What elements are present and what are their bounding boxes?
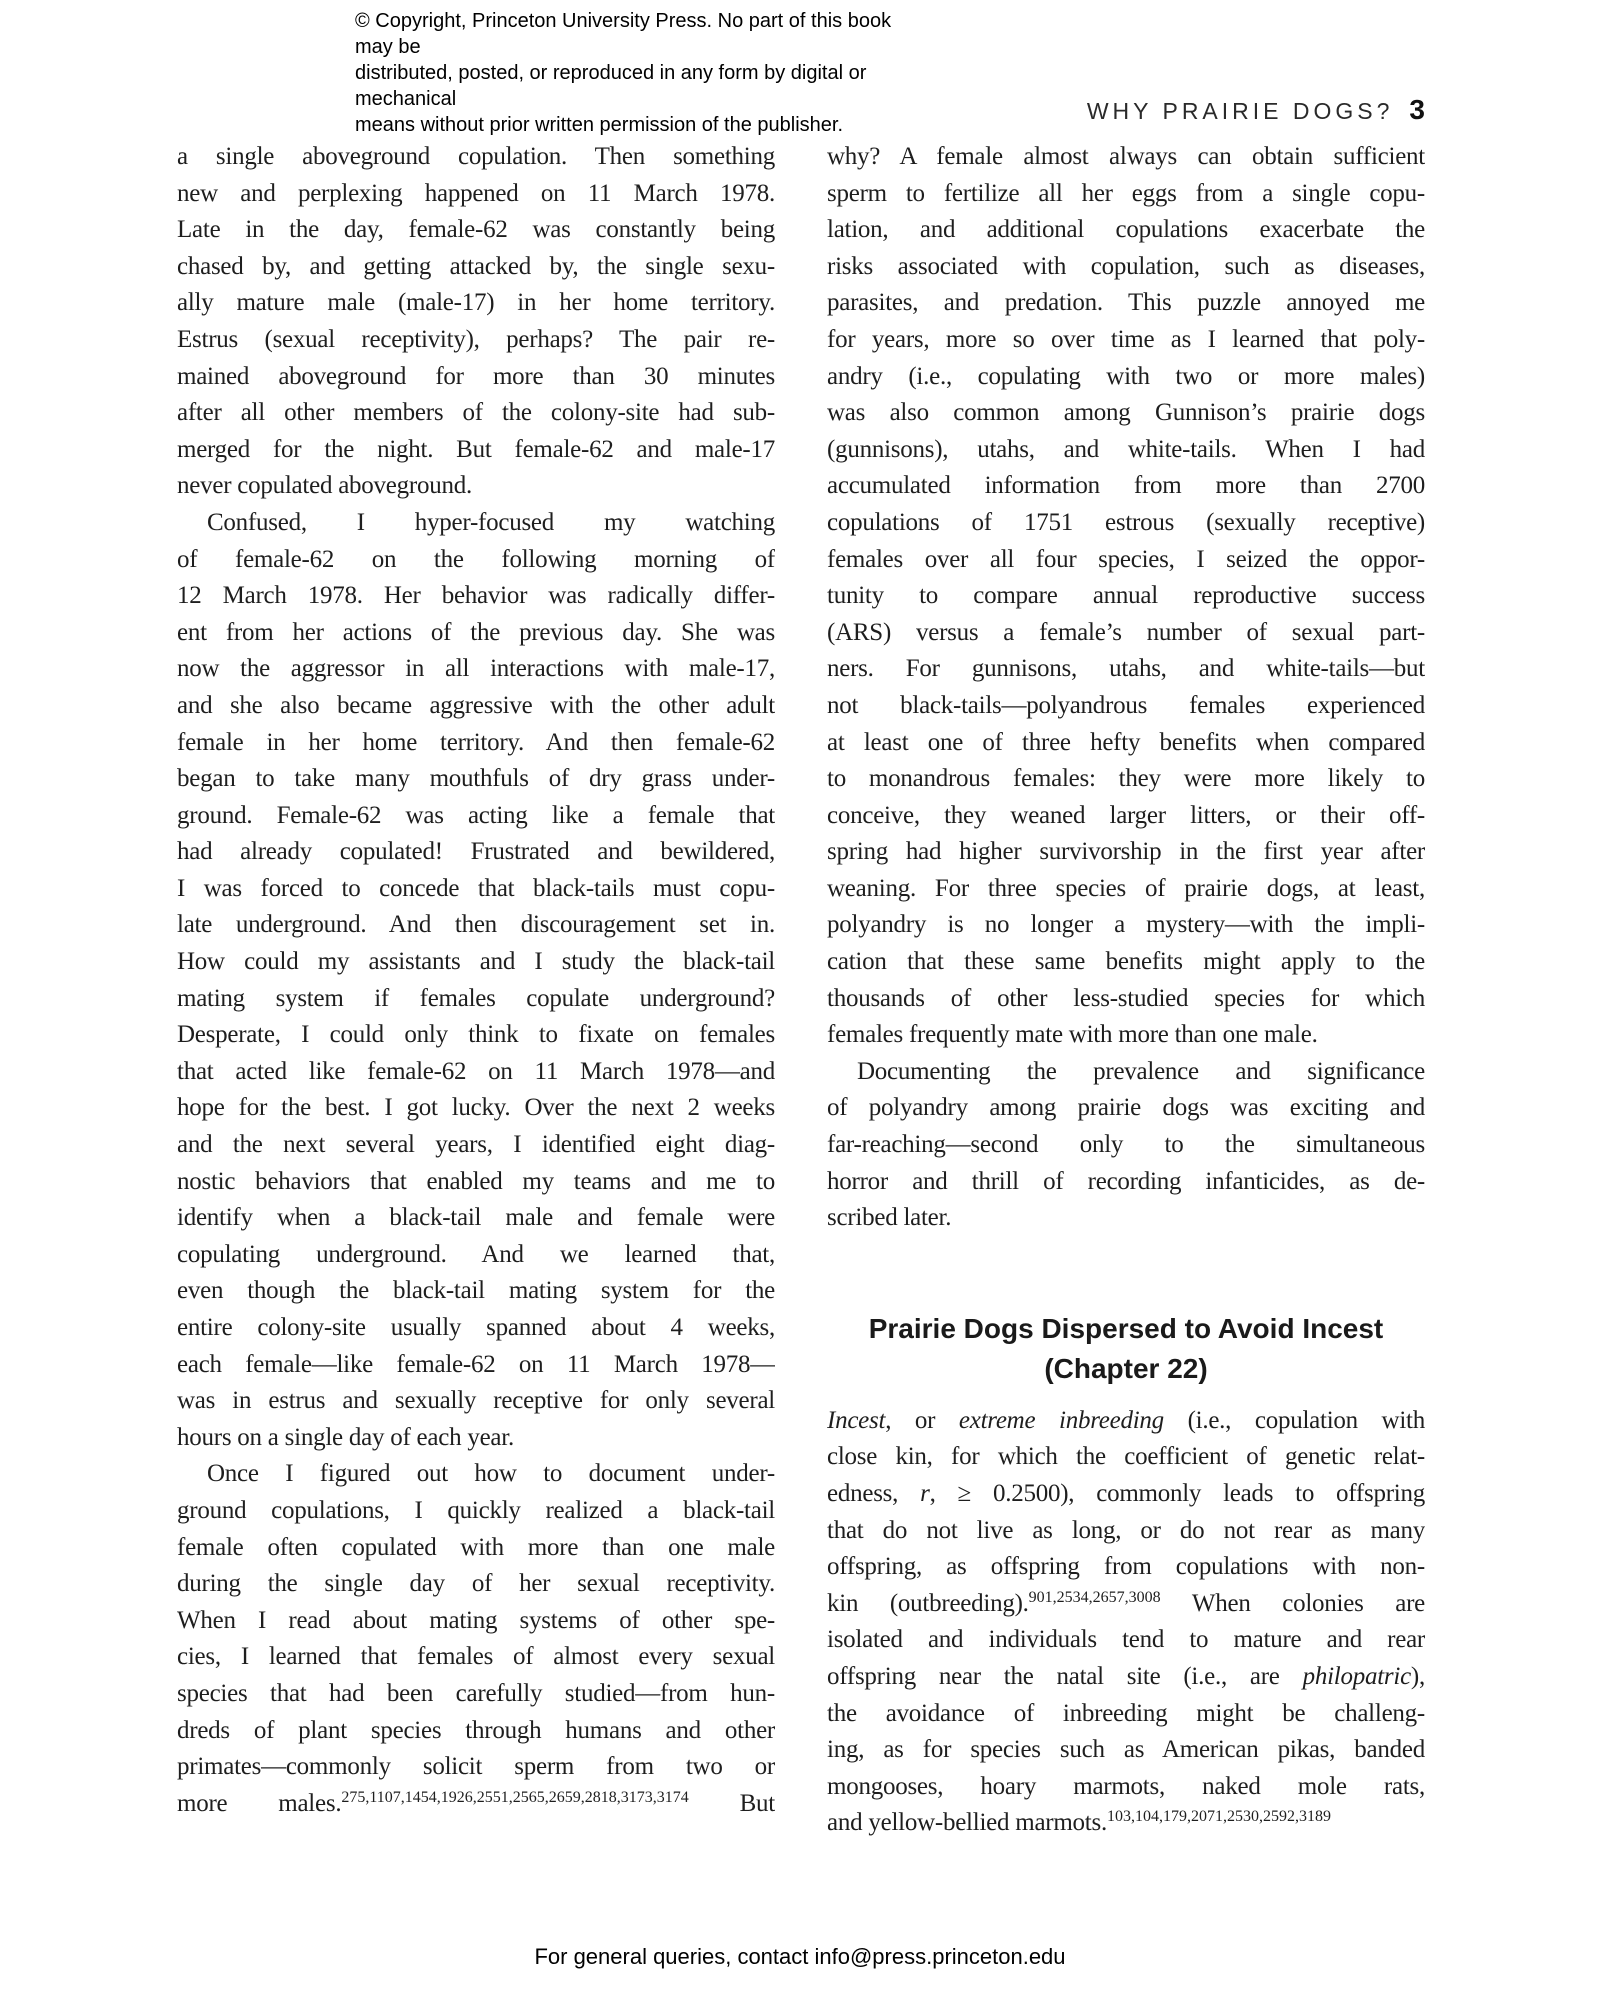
heading-line: Prairie Dogs Dispersed to Avoid Incest (868, 1312, 1384, 1344)
text-line: When I read about mating systems of other spe- (177, 1606, 775, 1634)
text-line: ground. Female-62 was acting like a female that (177, 801, 775, 829)
paragraph (177, 1456, 775, 1822)
text-line: dreds of plant species through humans and other (177, 1716, 775, 1744)
text-line: even though the black-tail mating system for the (177, 1277, 775, 1305)
text-line: thousands of other less-studied species for which (827, 984, 1425, 1012)
text-line: ally mature male (male-17) in her home territory. (177, 289, 775, 317)
text-line: each female—like female-62 on 11 March 1978— (177, 1350, 775, 1378)
text-line: for years, more so over time as I learned that poly- (827, 325, 1425, 353)
text-line: Desperate, I could only think to fixate on females (177, 1021, 775, 1049)
text-line: risks associated with copulation, such as diseases, (827, 252, 1425, 280)
text-line: edness, r, ≥ 0.2500), commonly leads to offspring (827, 1480, 1425, 1507)
text-line: How could my assistants and I study the black-tail (177, 948, 775, 976)
text-line: offspring, as offspring from copulations with non- (827, 1553, 1425, 1581)
text-line: hope for the best. I got lucky. Over the next 2 weeks (177, 1094, 775, 1122)
text-line: a single aboveground copulation. Then something (177, 143, 775, 170)
text-line: now the aggressor in all interactions with male-17, (177, 655, 775, 683)
text-line: nostic behaviors that enabled my teams and me to (177, 1167, 775, 1195)
text-line: after all other members of the colony-site had sub- (177, 399, 775, 427)
text-line: kin (outbreeding).$^{901,2534,2657,3008}$ When colonies are (827, 1588, 1425, 1617)
text-line: parasites, and predation. This puzzle annoyed me (827, 289, 1425, 317)
text-line: offspring near the natal site (i.e., are philopatric), (827, 1662, 1425, 1690)
text-line: tunity to compare annual reproductive success (827, 582, 1425, 610)
text-line: female in her home territory. And then female-62 (177, 728, 775, 756)
text-line: mating system if females copulate underground? (177, 984, 775, 1012)
paragraph (827, 139, 1425, 1054)
paragraph (827, 1403, 1425, 1842)
text-line: ing, as for species such as American pikas, banded (827, 1736, 1425, 1764)
text-line: female often copulated with more than one male (177, 1533, 775, 1561)
text-line: polyandry is no longer a mystery—with the impli- (827, 911, 1425, 939)
text-line: I was forced to concede that black-tails must copu- (177, 874, 775, 902)
text-line: ent from her actions of the previous day. She was (177, 618, 775, 646)
paragraph (827, 1054, 1425, 1237)
text-line: conceive, they weaned larger litters, or their off- (827, 801, 1425, 829)
text-line: scribed later. (827, 1204, 952, 1232)
text-line: cies, I learned that females of almost every sexual (177, 1643, 775, 1671)
text-line: Documenting the prevalence and significance (857, 1057, 1425, 1085)
text-line: at least one of three hefty benefits when compared (827, 728, 1425, 756)
text-line: ners. For gunnisons, utahs, and white-tails—but (827, 655, 1425, 683)
text-line: females frequently mate with more than one male. (827, 1021, 1318, 1049)
text-line: more males.$^{275,1107,1454,1926,2551,2565,2659,2818,3173,3174}$ But (177, 1788, 775, 1817)
paragraph (177, 505, 775, 1456)
text-line: ground copulations, I quickly realized a black-tail (177, 1496, 775, 1524)
text-column-left (177, 139, 775, 1822)
text-line: horror and thrill of recording infanticides, as de- (827, 1167, 1425, 1195)
footer-contact: For general queries, contact info@press.princeton.edu (534, 1944, 1066, 1969)
text-line: was in estrus and sexually receptive for only several (177, 1387, 775, 1415)
running-head (827, 94, 1425, 126)
text-line: and the next several years, I identified eight diag- (177, 1131, 775, 1159)
heading-line: (Chapter 22) (1044, 1352, 1208, 1384)
text-line: new and perplexing happened on 11 March 1978. (177, 179, 775, 207)
text-line: Once I figured out how to document under- (207, 1460, 775, 1488)
text-line: Late in the day, female-62 was constantly being (177, 216, 775, 244)
text-line: sperm to fertilize all her eggs from a single copu- (827, 179, 1425, 207)
text-line: that do not live as long, or do not rear as many (827, 1516, 1425, 1544)
text-line: females over all four species, I seized the oppor- (827, 545, 1425, 573)
copyright-line: means without prior written permission of the publisher. (355, 114, 844, 136)
text-line: merged for the night. But female-62 and male-17 (177, 435, 775, 463)
text-line: and yellow-bellied marmots.$^{103,104,179,2071,2530,2592,3189}$ (827, 1808, 1331, 1837)
running-head-title: WHY PRAIRIE DOGS? (1086, 98, 1394, 124)
text-line: of female-62 on the following morning of (177, 545, 775, 573)
text-line: began to take many mouthfuls of dry grass under- (177, 765, 775, 793)
text-line: species that had been carefully studied—from hun- (177, 1679, 775, 1707)
text-line: copulations of 1751 estrous (sexually receptive) (827, 508, 1425, 536)
page-number: 3 (1409, 94, 1425, 125)
text-line: lation, and additional copulations exacerbate the (827, 216, 1425, 244)
text-line: weaning. For three species of prairie dogs, at least, (827, 874, 1425, 902)
copyright-line: distributed, posted, or reproduced in any form by digital or mechanical (355, 62, 867, 110)
text-line: entire colony-site usually spanned about 4 weeks, (177, 1314, 775, 1341)
text-line: the avoidance of inbreeding might be challeng- (827, 1699, 1425, 1727)
text-line: Incest, or extreme inbreeding (i.e., copulation with (827, 1406, 1425, 1434)
text-line: close kin, for which the coefficient of genetic relat- (827, 1443, 1425, 1471)
text-line: mongooses, hoary marmots, naked mole rats, (827, 1772, 1425, 1800)
text-line: far-reaching—second only to the simultaneous (827, 1131, 1425, 1159)
text-line: (ARS) versus a female’s number of sexual part- (827, 618, 1425, 646)
text-line: identify when a black-tail male and female were (177, 1204, 775, 1232)
paragraph (177, 139, 775, 505)
text-column-right (827, 139, 1425, 1842)
section-heading (827, 1309, 1425, 1389)
text-line: was also common among Gunnison’s prairie dogs (827, 399, 1425, 427)
text-line: isolated and individuals tend to mature and rear (827, 1626, 1425, 1654)
text-line: chased by, and getting attacked by, the single sexu- (177, 252, 775, 280)
text-line: primates—commonly solicit sperm from two or (177, 1753, 775, 1781)
text-line: not black-tails—polyandrous females experienced (827, 691, 1425, 719)
text-line: spring had higher survivorship in the first year after (827, 838, 1425, 866)
text-line: 12 March 1978. Her behavior was radically differ- (177, 582, 775, 610)
text-line: mained aboveground for more than 30 minutes (177, 362, 775, 390)
text-line: late underground. And then discouragement set in. (177, 911, 775, 939)
text-line: to monandrous females: they were more likely to (827, 765, 1425, 793)
text-line: during the single day of her sexual receptivity. (177, 1570, 775, 1598)
text-line: why? A female almost always can obtain sufficient (827, 143, 1425, 170)
text-line: Confused, I hyper-focused my watching (207, 508, 775, 536)
text-line: of polyandry among prairie dogs was exciting and (827, 1094, 1425, 1122)
text-line: that acted like female-62 on 11 March 1978—and (177, 1057, 775, 1085)
text-line: andry (i.e., copulating with two or more males) (827, 362, 1425, 390)
text-line: (gunnisons), utahs, and white-tails. When I had (827, 435, 1425, 463)
text-line: copulating underground. And we learned that, (177, 1240, 775, 1268)
text-line: and she also became aggressive with the other adult (177, 691, 775, 719)
text-line: had already copulated! Frustrated and bewildered, (177, 838, 775, 866)
text-line: cation that these same benefits might apply to the (827, 948, 1425, 976)
text-line: hours on a single day of each year. (177, 1423, 514, 1451)
text-line: Estrus (sexual receptivity), perhaps? The pair re- (177, 325, 775, 353)
text-line: never copulated aboveground. (177, 472, 472, 500)
text-line: accumulated information from more than 2700 (827, 472, 1425, 500)
copyright-line: © Copyright, Princeton University Press. No part of this book may be (355, 10, 892, 58)
